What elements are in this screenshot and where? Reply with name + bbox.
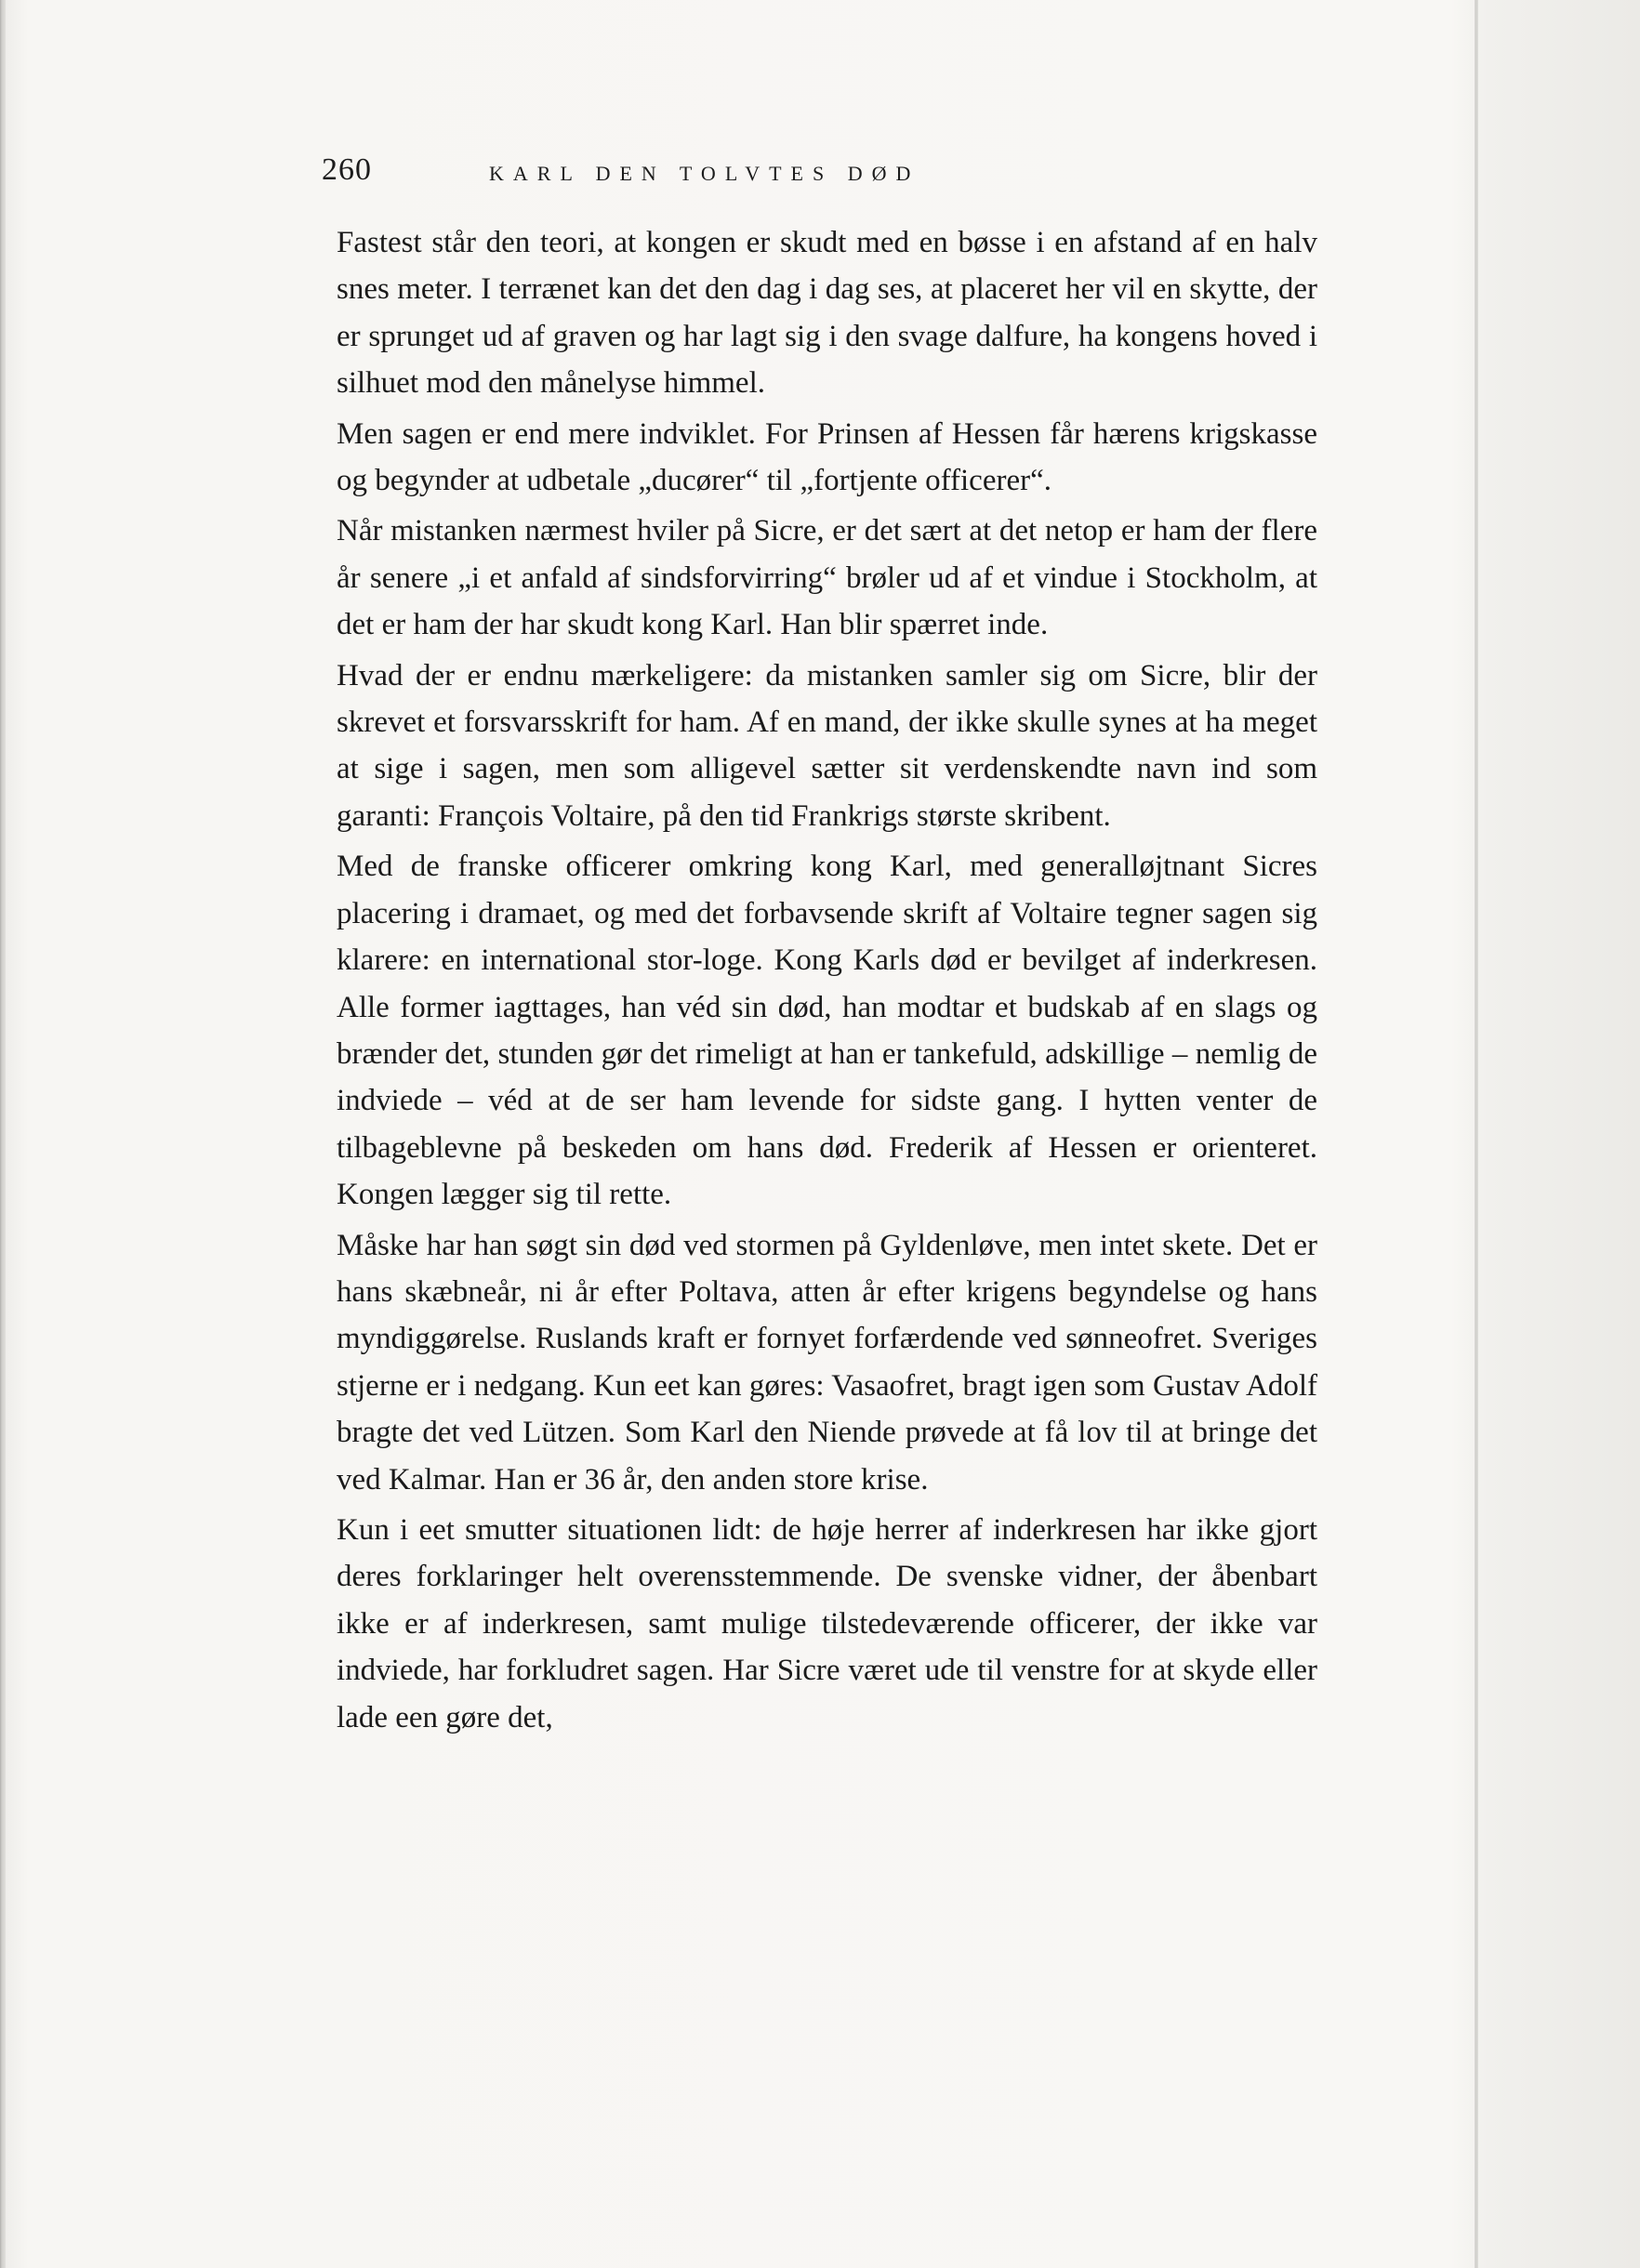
- page-number: 260: [322, 152, 372, 187]
- paragraph-7: Kun i eet smutter situationen lidt: de høje herrer af inderkresen har ikke gjort deres forklaringer helt overensstemmende. De svenske vidner, der åbenbart ikke er af inderkresen, samt mulige tilstedeværende officerer, der ikke var indviede, har forkludret sagen. Har Sicre været ude til venstre for at skyde eller lade een gøre det,: [337, 1512, 1317, 1734]
- chapter-title: KARL DEN TOLVTES DØD: [489, 162, 920, 185]
- paragraph-3: Når mistanken nærmest hviler på Sicre, er det sært at det netop er ham der flere år senere „i et anfald af sindsforvirring“ brøler ud af et vindue i Stockholm, at det er ham der har skudt kong Karl. Han blir spærret inde.: [337, 514, 1317, 642]
- paragraph-4: Hvad der er endnu mærkeligere: da mistanken samler sig om Sicre, blir der skrevet et forsvarsskrift for ham. Af en mand, der ikke skulle synes at ha meget at sige i sagen, men som alligevel sætter sit verdenskendte navn ind som garanti: François Voltaire, på den tid Frankrigs største skribent.: [337, 658, 1317, 833]
- body-text: [337, 219, 1317, 1745]
- paragraph-6: Måske har han søgt sin død ved stormen på Gyldenløve, men intet skete. Det er hans skæbneår, ni år efter Poltava, atten år efter krigens begyndelse og hans myndiggørelse. Ruslands kraft er fornyet forfærdende ved sønneofret. Sveriges stjerne er i nedgang. Kun eet kan gøres: Vasaofret, bragt igen som Gustav Adolf bragte det ved Lützen. Som Karl den Niende prøvede at få lov til at bringe det ved Kalmar. Han er 36 år, den anden store krise.: [337, 1228, 1317, 1497]
- page-gutter-shadow: [1475, 0, 1478, 2268]
- running-head: [322, 149, 1158, 204]
- page-left-edge: [0, 0, 6, 2268]
- paragraph-5: Med de franske officerer omkring kong Karl, med generalløjtnant Sicres placering i dramaet, og med det forbavsende skrift af Voltaire tegner sagen sig klarere: en international stor-loge. Kong Karls død er bevilget af inderkresen. Alle former iagttages, han véd sin død, han modtar et budskab af en slags og brænder det, stunden gør det rimeligt at han er tankefuld, adskillige – nemlig de indviede – véd at de ser ham levende for sidste gang. I hytten venter de tilbageblevne på beskeden om hans død. Frederik af Hessen er orienteret. Kongen lægger sig til rette.: [337, 850, 1317, 1212]
- paragraph-1: Fastest står den teori, at kongen er skudt med en bøsse i en afstand af en halv snes meter. I terrænet kan det den dag i dag ses, at placeret her vil en skytte, der er sprunget ud af graven og har lagt sig i den svage dalfure, ha kongens hoved i silhuet mod den månelyse himmel.: [337, 226, 1317, 401]
- paragraph-2: Men sagen er end mere indviklet. For Prinsen af Hessen får hærens krigskasse og begynder at udbetale „ducører“ til „fortjente officerer“.: [337, 416, 1317, 498]
